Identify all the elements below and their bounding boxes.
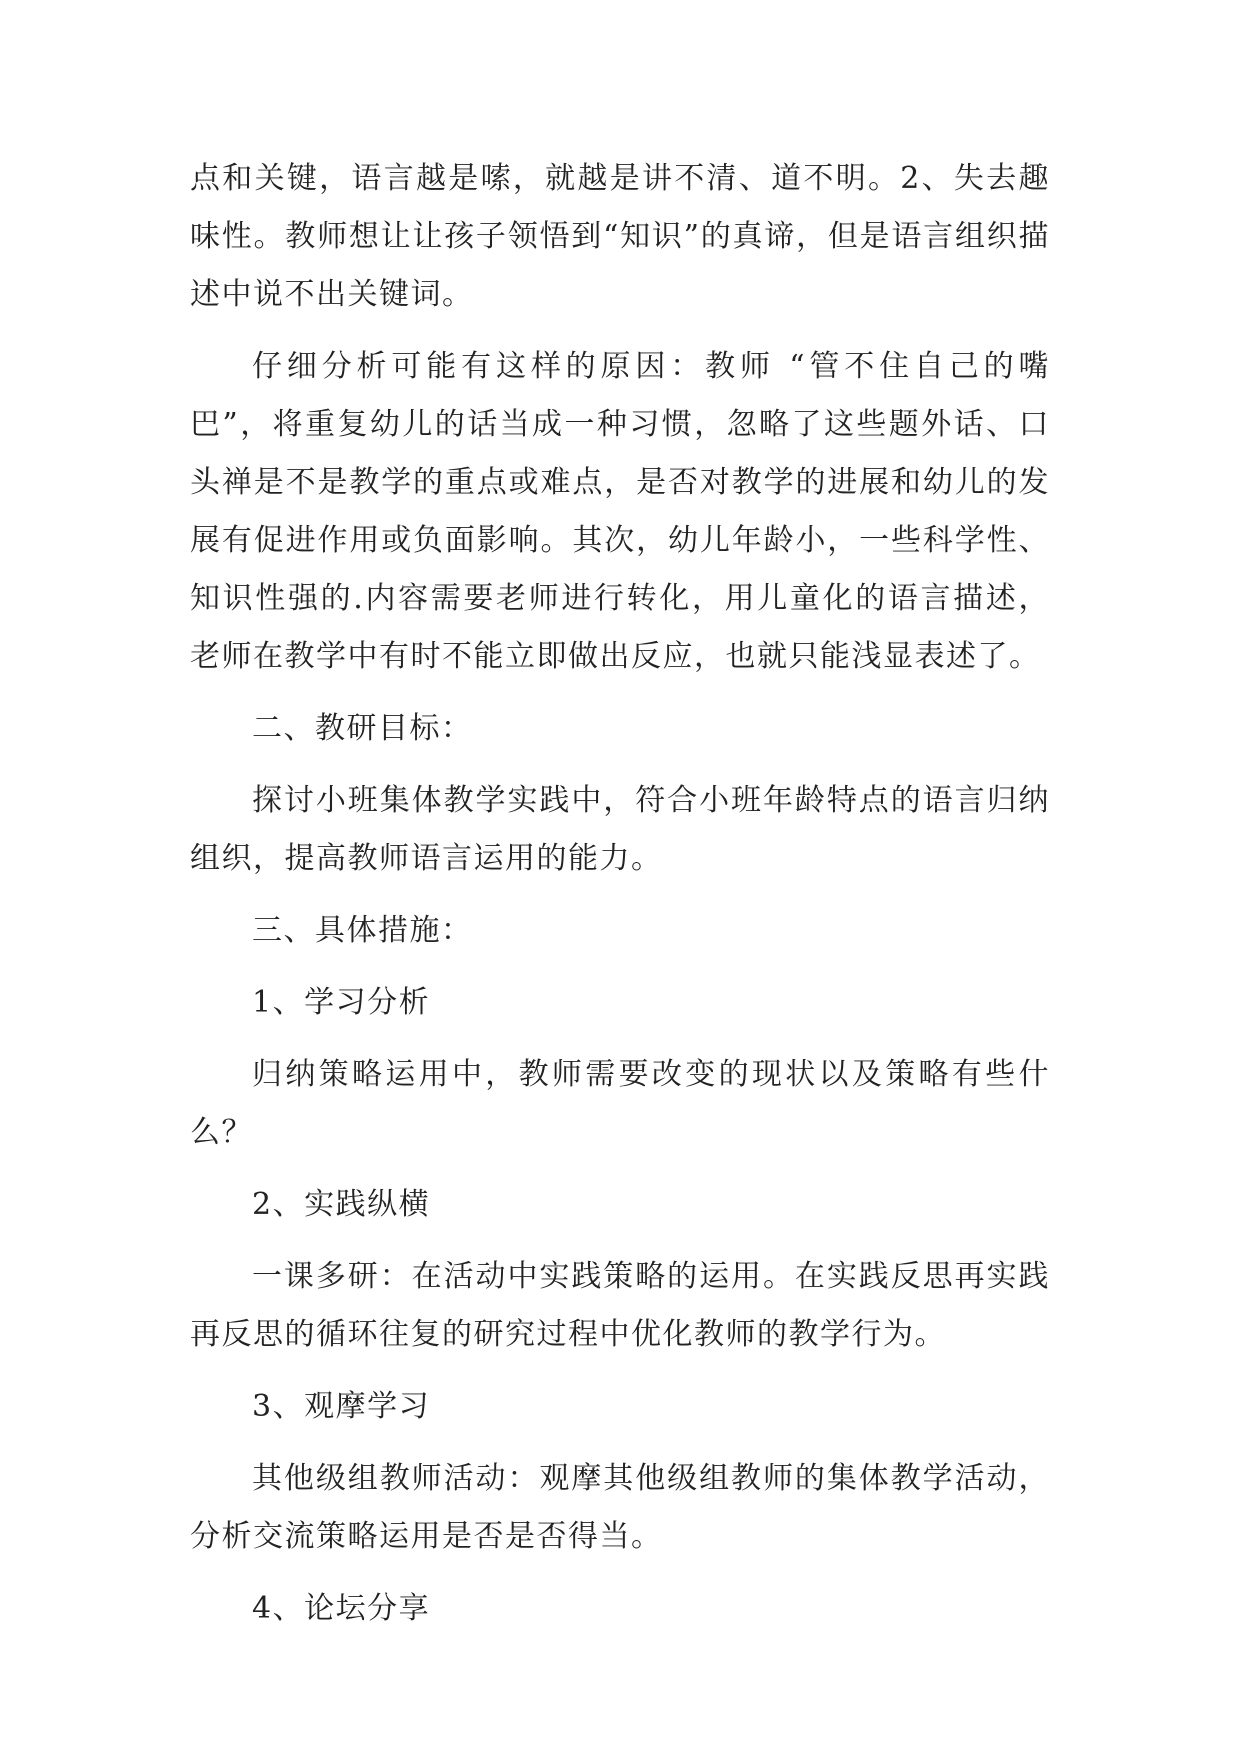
paragraph-analysis: 仔细分析可能有这样的原因：教师 “管不住自己的嘴巴”，将重复幼儿的话当成一种习惯，忽略了这些题外话、口头禅是不是教学的重点或难点，是否对教学的进展和幼儿的发展有促进作用或负面影响。其次，幼儿年龄小，一些科学性、知识性强的.内容需要老师进行转化，用儿童化的语言描述，老师在教学中有时不能立即做出反应，也就只能浅显表述了。 [190, 349, 1050, 674]
paragraph-continuation: 点和关键，语言越是嗦，就越是讲不清、道不明。2、失去趣味性。教师想让让孩子领悟到“知识”的真谛，但是语言组织描述中说不出关键词。 [190, 161, 1050, 312]
paragraph-practice: 一课多研：在活动中实践策略的运用。在实践反思再实践再反思的循环往复的研究过程中优化教师的教学行为。 [190, 1259, 1050, 1352]
paragraph-observation: 其他级组教师活动：观摩其他级组教师的集体教学活动，分析交流策略运用是否是否得当。 [190, 1461, 1050, 1554]
heading-research-goal: 二、教研目标： [252, 711, 473, 746]
subheading-practice: 2、实践纵横 [252, 1187, 431, 1222]
paragraph-study-analysis: 归纳策略运用中，教师需要改变的现状以及策略有些什么？ [190, 1057, 1050, 1150]
subheading-study-analysis: 1、学习分析 [252, 985, 431, 1020]
document-body [190, 150, 1050, 1652]
subheading-forum-sharing: 4、论坛分享 [252, 1591, 431, 1626]
heading-specific-measures: 三、具体措施： [252, 913, 473, 948]
subheading-observation: 3、观摩学习 [252, 1389, 431, 1424]
paragraph-research-goal: 探讨小班集体教学实践中，符合小班年龄特点的语言归纳组织，提高教师语言运用的能力。 [190, 783, 1050, 876]
